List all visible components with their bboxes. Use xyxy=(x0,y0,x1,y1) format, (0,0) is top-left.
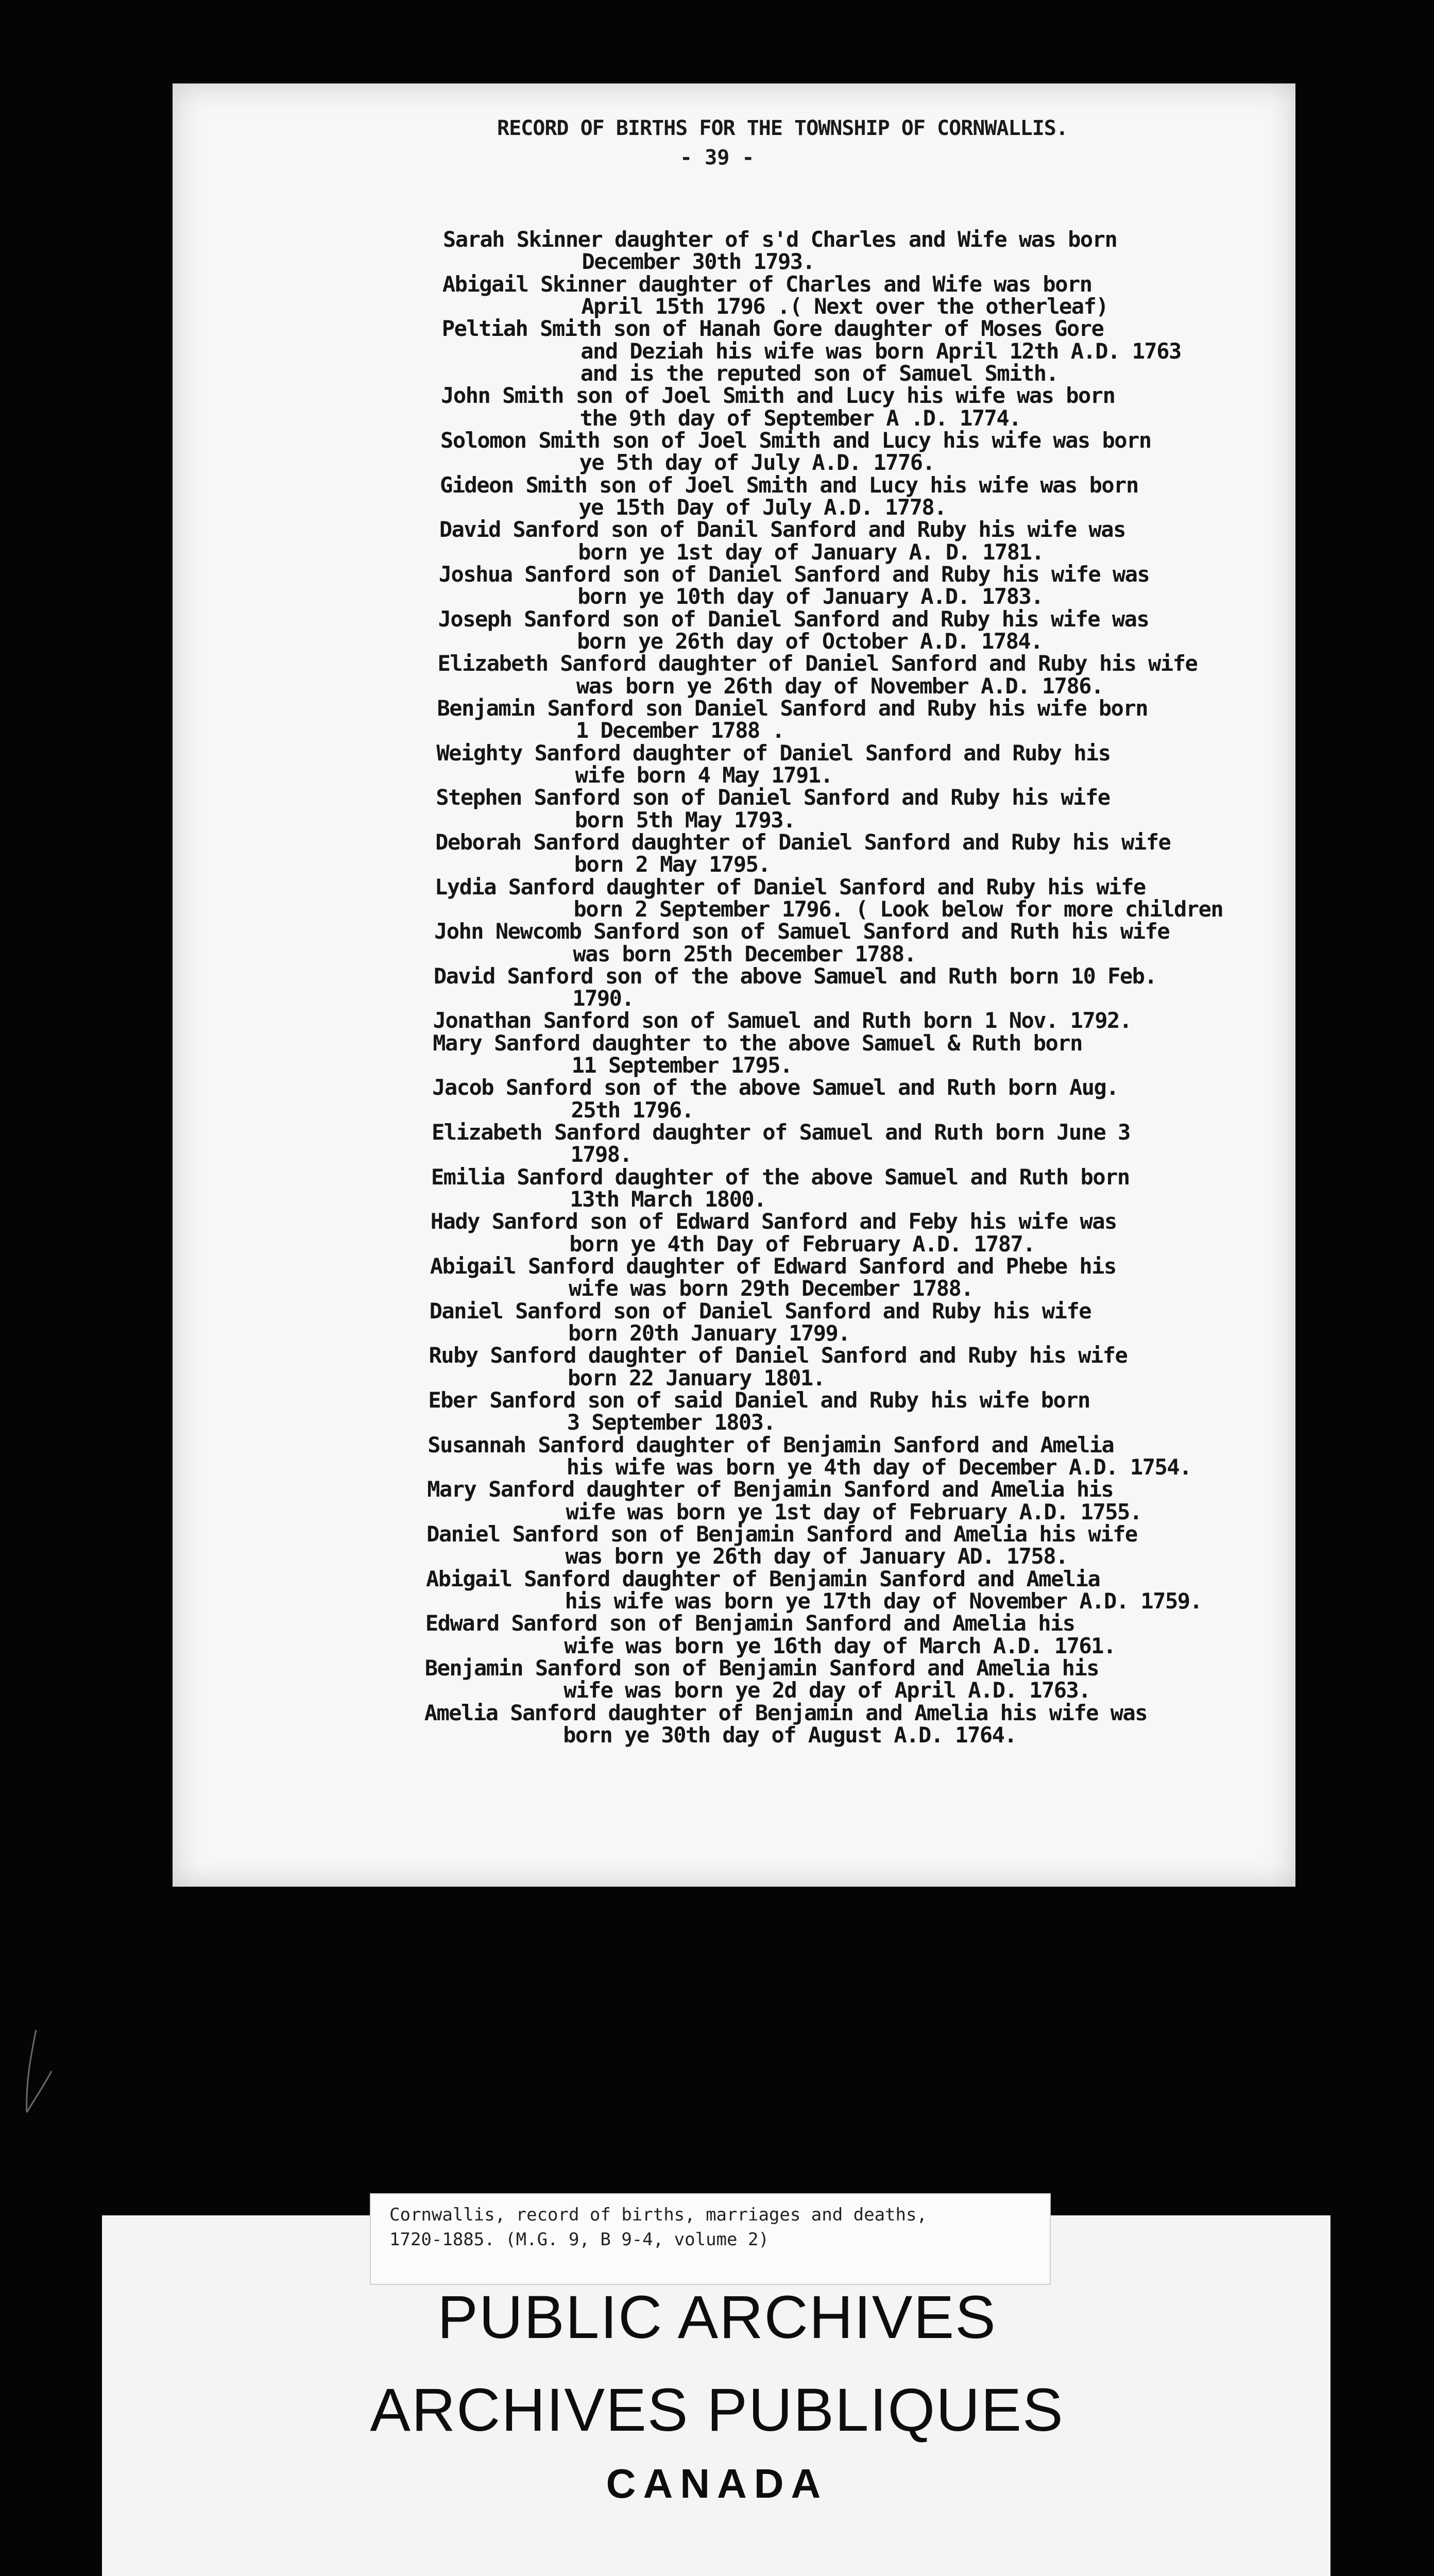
entry-line-first: Amelia Sanford daughter of Benjamin and Amelia his wife was xyxy=(424,1700,1148,1725)
entry-line-continuation: 1 December 1788 . xyxy=(575,718,784,743)
entry-line-first: Joshua Sanford son of Daniel Sanford and Ruby his wife was xyxy=(438,562,1150,587)
entry-line-continuation: 1790. xyxy=(572,986,634,1011)
citation-line: Cornwallis, record of births, marriages and deaths, xyxy=(389,2205,927,2225)
entry-line-first: Hady Sanford son of Edward Sanford and Feby his wife was xyxy=(430,1209,1117,1234)
entry-line-continuation: wife was born ye 2d day of April A.D. 1763. xyxy=(564,1677,1091,1703)
record-title: RECORD OF BIRTHS FOR THE TOWNSHIP OF CORNWALLIS. xyxy=(497,116,1068,140)
entry-line-first: John Smith son of Joel Smith and Lucy his wife was born xyxy=(441,383,1115,408)
entry-line-continuation: ye 5th day of July A.D. 1776. xyxy=(579,450,935,475)
entry-line-continuation: was born ye 26th day of January AD. 1758. xyxy=(565,1544,1068,1569)
entry-line-continuation: born 5th May 1793. xyxy=(574,807,795,833)
archives-english-title: PUBLIC ARCHIVES xyxy=(437,2283,997,2351)
entry-line-continuation: was born ye 26th day of November A.D. 1786. xyxy=(576,673,1103,699)
entry-line-continuation: born ye 30th day of August A.D. 1764. xyxy=(563,1722,1017,1748)
entry-line-continuation: the 9th day of September A .D. 1774. xyxy=(579,405,1021,431)
entry-line-continuation: born ye 10th day of January A.D. 1783. xyxy=(577,584,1044,609)
entry-line-continuation: wife was born ye 1st day of February A.D. 1755. xyxy=(566,1499,1142,1524)
entry-line-first: Abigail Sanford daughter of Benjamin Sanford and Amelia xyxy=(426,1566,1100,1591)
entry-line-continuation: born 22 January 1801. xyxy=(567,1365,825,1391)
entry-line-continuation: and Deziah his wife was born April 12th A.D. 1763 xyxy=(581,338,1181,364)
entry-line-first: Jonathan Sanford son of Samuel and Ruth born 1 Nov. 1792. xyxy=(433,1008,1132,1033)
entry-line-continuation: born ye 26th day of October A.D. 1784. xyxy=(577,629,1043,654)
entry-line-first: Eber Sanford son of said Daniel and Ruby his wife born xyxy=(428,1387,1090,1413)
entry-line-continuation: born 2 May 1795. xyxy=(574,852,771,877)
margin-scribble-mark xyxy=(21,2025,62,2117)
entry-line-first: Ruby Sanford daughter of Daniel Sanford and Ruby his wife xyxy=(429,1343,1128,1368)
entry-line-first: David Sanford son of the above Samuel and Ruth born 10 Feb. xyxy=(433,963,1157,989)
entry-line-first: Jacob Sanford son of the above Samuel and Ruth born Aug. xyxy=(432,1075,1119,1100)
entry-line-continuation: wife born 4 May 1791. xyxy=(575,762,833,788)
entry-line-continuation: 25th 1796. xyxy=(571,1097,694,1123)
entry-line-first: Solomon Smith son of Joel Smith and Lucy his wife was born xyxy=(440,428,1151,453)
entry-line-first: Elizabeth Sanford daughter of Samuel and Ruth born June 3 xyxy=(432,1120,1130,1145)
entry-line-first: Daniel Sanford son of Daniel Sanford and Ruby his wife xyxy=(429,1298,1091,1324)
entry-line-first: Mary Sanford daughter of Benjamin Sanford and Amelia his xyxy=(427,1477,1114,1502)
entry-line-continuation: 11 September 1795. xyxy=(571,1053,792,1078)
entry-line-continuation: wife was born ye 16th day of March A.D. 1761. xyxy=(564,1633,1116,1658)
entry-line-first: David Sanford son of Danil Sanford and Ruby his wife was xyxy=(439,517,1125,542)
page-number: - 39 - xyxy=(680,146,755,170)
entry-line-first: Daniel Sanford son of Benjamin Sanford and Amelia his wife xyxy=(426,1521,1137,1547)
entry-line-continuation: and is the reputed son of Samuel Smith. xyxy=(580,361,1059,386)
entry-line-continuation: born 2 September 1796. ( Look below for more children xyxy=(573,896,1223,922)
entry-line-continuation: 3 September 1803. xyxy=(567,1410,776,1435)
entry-line-continuation: 13th March 1800. xyxy=(570,1187,766,1212)
entry-line-continuation: born 20th January 1799. xyxy=(568,1320,850,1346)
entry-line-first: Joseph Sanford son of Daniel Sanford and Ruby his wife was xyxy=(438,606,1149,632)
entry-line-first: Abigail Skinner daughter of Charles and Wife was born xyxy=(442,272,1092,297)
entry-line-first: John Newcomb Sanford son of Samuel Sanford and Ruth his wife xyxy=(434,919,1170,944)
archives-french-title: ARCHIVES PUBLIQUES xyxy=(370,2376,1064,2444)
entry-line-first: Emilia Sanford daughter of the above Samuel and Ruth born xyxy=(431,1164,1130,1190)
entry-line-continuation: his wife was born ye 4th day of December A.D. 1754. xyxy=(566,1454,1191,1480)
entry-line-first: Stephen Sanford son of Daniel Sanford and Ruby his wife xyxy=(436,785,1110,810)
entry-line-continuation: April 15th 1796 .( Next over the otherleaf) xyxy=(581,294,1108,319)
entry-line-continuation: born ye 1st day of January A. D. 1781. xyxy=(578,539,1044,565)
entry-line-first: Benjamin Sanford son of Benjamin Sanford and Amelia his xyxy=(424,1655,1099,1681)
entry-line-continuation: was born 25th December 1788. xyxy=(573,941,916,967)
entry-line-continuation: his wife was born ye 17th day of November A.D. 1759. xyxy=(565,1588,1202,1614)
entry-line-first: Elizabeth Sanford daughter of Daniel Sanford and Ruby his wife xyxy=(437,651,1198,676)
entry-line-first: Weighty Sanford daughter of Daniel Sanford and Ruby his xyxy=(436,740,1111,766)
entry-line-continuation: December 30th 1793. xyxy=(582,249,815,274)
archives-country: CANADA xyxy=(606,2461,828,2506)
entry-line-first: Edward Sanford son of Benjamin Sanford and Amelia his xyxy=(425,1611,1075,1636)
entry-line-continuation: born ye 4th Day of February A.D. 1787. xyxy=(569,1231,1035,1257)
entry-line-first: Gideon Smith son of Joel Smith and Lucy his wife was born xyxy=(439,472,1138,498)
entry-line-continuation: ye 15th Day of July A.D. 1778. xyxy=(578,495,946,520)
entry-line-first: Deborah Sanford daughter of Daniel Sanford and Ruby his wife xyxy=(435,829,1171,855)
entry-line-first: Susannah Sanford daughter of Benjamin Sanford and Amelia xyxy=(428,1432,1114,1458)
entry-line-first: Peltiah Smith son of Hanah Gore daughter of Moses Gore xyxy=(441,316,1104,341)
entry-line-first: Lydia Sanford daughter of Daniel Sanford and Ruby his wife xyxy=(435,874,1146,900)
entry-line-first: Abigail Sanford daughter of Edward Sanford and Phebe his xyxy=(430,1253,1116,1279)
entry-line-continuation: wife was born 29th December 1788. xyxy=(569,1276,974,1301)
citation-line: 1720-1885. (M.G. 9, B 9-4, volume 2) xyxy=(389,2229,769,2250)
entry-line-continuation: 1798. xyxy=(570,1142,632,1167)
entry-line-first: Benjamin Sanford son Daniel Sanford and Ruby his wife born xyxy=(437,696,1148,721)
entry-line-first: Sarah Skinner daughter of s'd Charles and Wife was born xyxy=(443,227,1117,252)
entry-line-first: Mary Sanford daughter to the above Samuel & Ruth born xyxy=(433,1030,1082,1056)
citation-slip xyxy=(370,2193,1051,2285)
